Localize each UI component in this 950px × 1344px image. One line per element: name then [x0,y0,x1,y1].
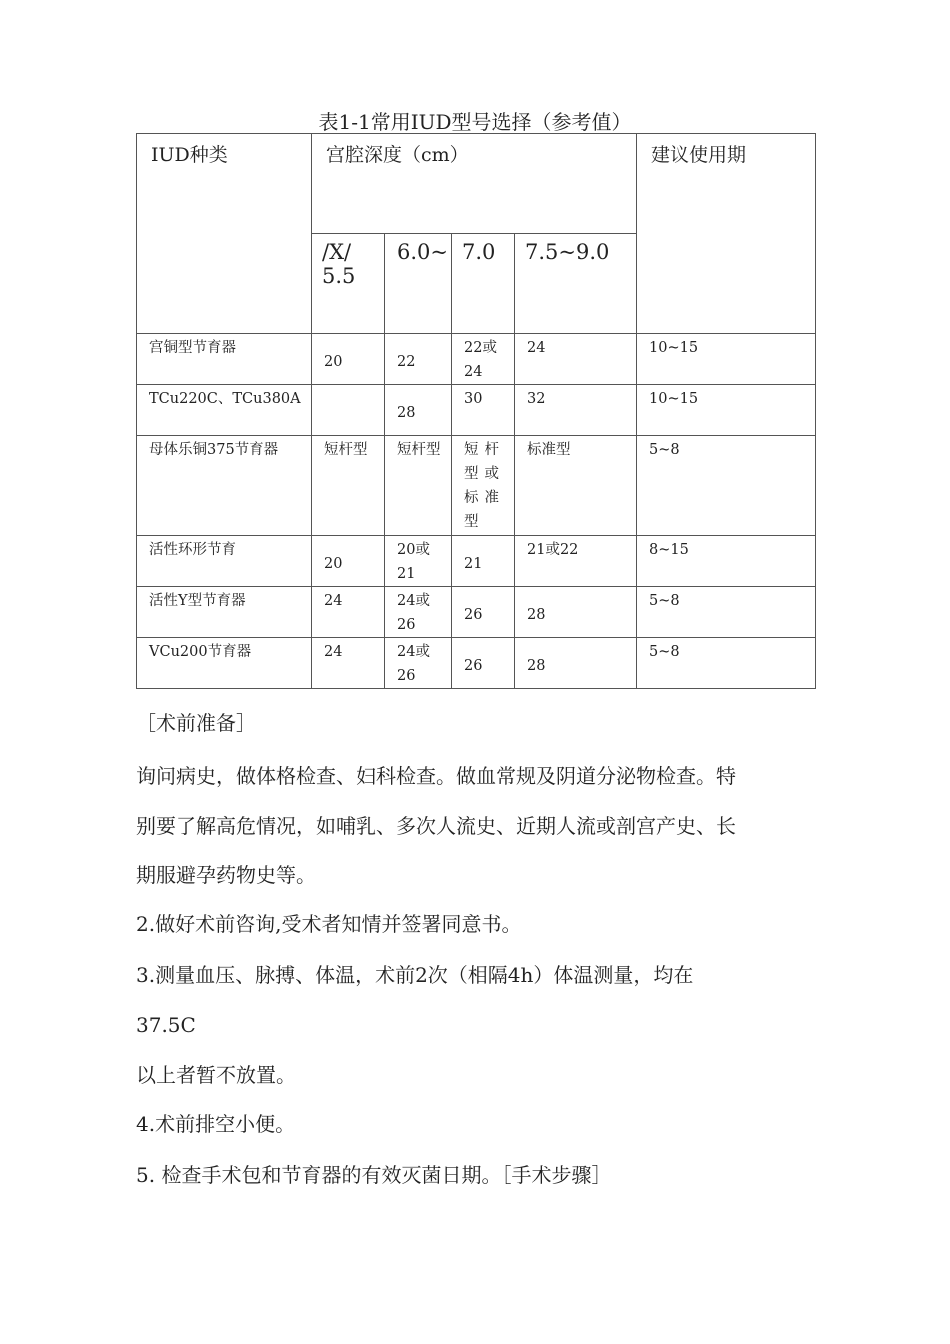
body-paragraph: 别要了解高危情况，如哺乳、多次人流史、近期人流或剖宫产史、长 [136,814,736,838]
value-cell: 32 [515,385,637,436]
header-suggested-period: 建议使用期 [637,134,816,334]
body-paragraph: 2.做好术前咨询,受术者知情并签署同意书。 [136,912,522,936]
value-cell: 30 [452,385,515,436]
table-caption: 表1-1常用IUD型号选择（参考值） [318,110,632,134]
period-cell: 5~8 [637,587,816,638]
value-cell: 24或26 [385,587,452,638]
table-row [137,587,816,638]
period-cell: 10~15 [637,334,816,385]
value-cell: 22 [385,334,452,385]
value-cell: 21 [452,536,515,587]
period-cell: 10~15 [637,385,816,436]
depth-range-3: 7.0 [452,234,515,334]
section-heading-preop: ［术前准备］ [136,711,256,735]
value-cell [312,385,385,436]
value-cell: 短杆型 [312,436,385,536]
value-cell: 26 [452,587,515,638]
iud-type-cell: 母体乐铜375节育器 [137,436,312,536]
value-cell: 26 [452,638,515,689]
table-row [137,334,816,385]
depth-range-4: 7.5~9.0 [515,234,637,334]
body-paragraph: 询问病史，做体格检查、妇科检查。做血常规及阴道分泌物检查。特 [136,764,736,788]
iud-type-cell: 宫铜型节育器 [137,334,312,385]
depth-range-2: 6.0~ [385,234,452,334]
value-cell: 24 [312,587,385,638]
body-paragraph: 3.测量血压、脉搏、体温，术前2次（相隔4h）体温测量，均在 [136,963,694,987]
header-iud-type: IUD种类 [137,134,312,334]
period-cell: 8~15 [637,536,816,587]
iud-type-cell: TCu220C、TCu380A [137,385,312,436]
value-cell: 标准型 [515,436,637,536]
value-cell: 20 [312,334,385,385]
table-row [137,385,816,436]
value-cell: 21或22 [515,536,637,587]
value-cell: 短杆型或标准型 [452,436,515,536]
body-paragraph: 37.5C [136,1013,196,1037]
value-cell: 短杆型 [385,436,452,536]
iud-type-cell: 活性环形节育 [137,536,312,587]
value-cell: 24或26 [385,638,452,689]
table-row [137,638,816,689]
period-cell: 5~8 [637,436,816,536]
table-row [137,536,816,587]
table-row [137,436,816,536]
value-cell: 28 [515,638,637,689]
value-cell: 20或21 [385,536,452,587]
value-cell: 24 [515,334,637,385]
value-cell: 20 [312,536,385,587]
body-paragraph: 4.术前排空小便。 [136,1112,296,1136]
period-cell: 5~8 [637,638,816,689]
value-cell: 28 [515,587,637,638]
value-cell: 24 [312,638,385,689]
body-paragraph: 期服避孕药物史等。 [136,863,316,887]
iud-type-cell: 活性Y型节育器 [137,587,312,638]
body-paragraph: 5. 检查手术包和节育器的有效灭菌日期。［手术步骤］ [136,1163,612,1187]
depth-range-1: /X/ 5.5 [312,234,385,334]
value-cell: 22或24 [452,334,515,385]
iud-type-cell: VCu200节育器 [137,638,312,689]
value-cell: 28 [385,385,452,436]
header-uterine-depth: 宫腔深度（cm） [312,134,637,234]
body-paragraph: 以上者暂不放置。 [136,1063,296,1087]
iud-selection-table [136,133,816,689]
